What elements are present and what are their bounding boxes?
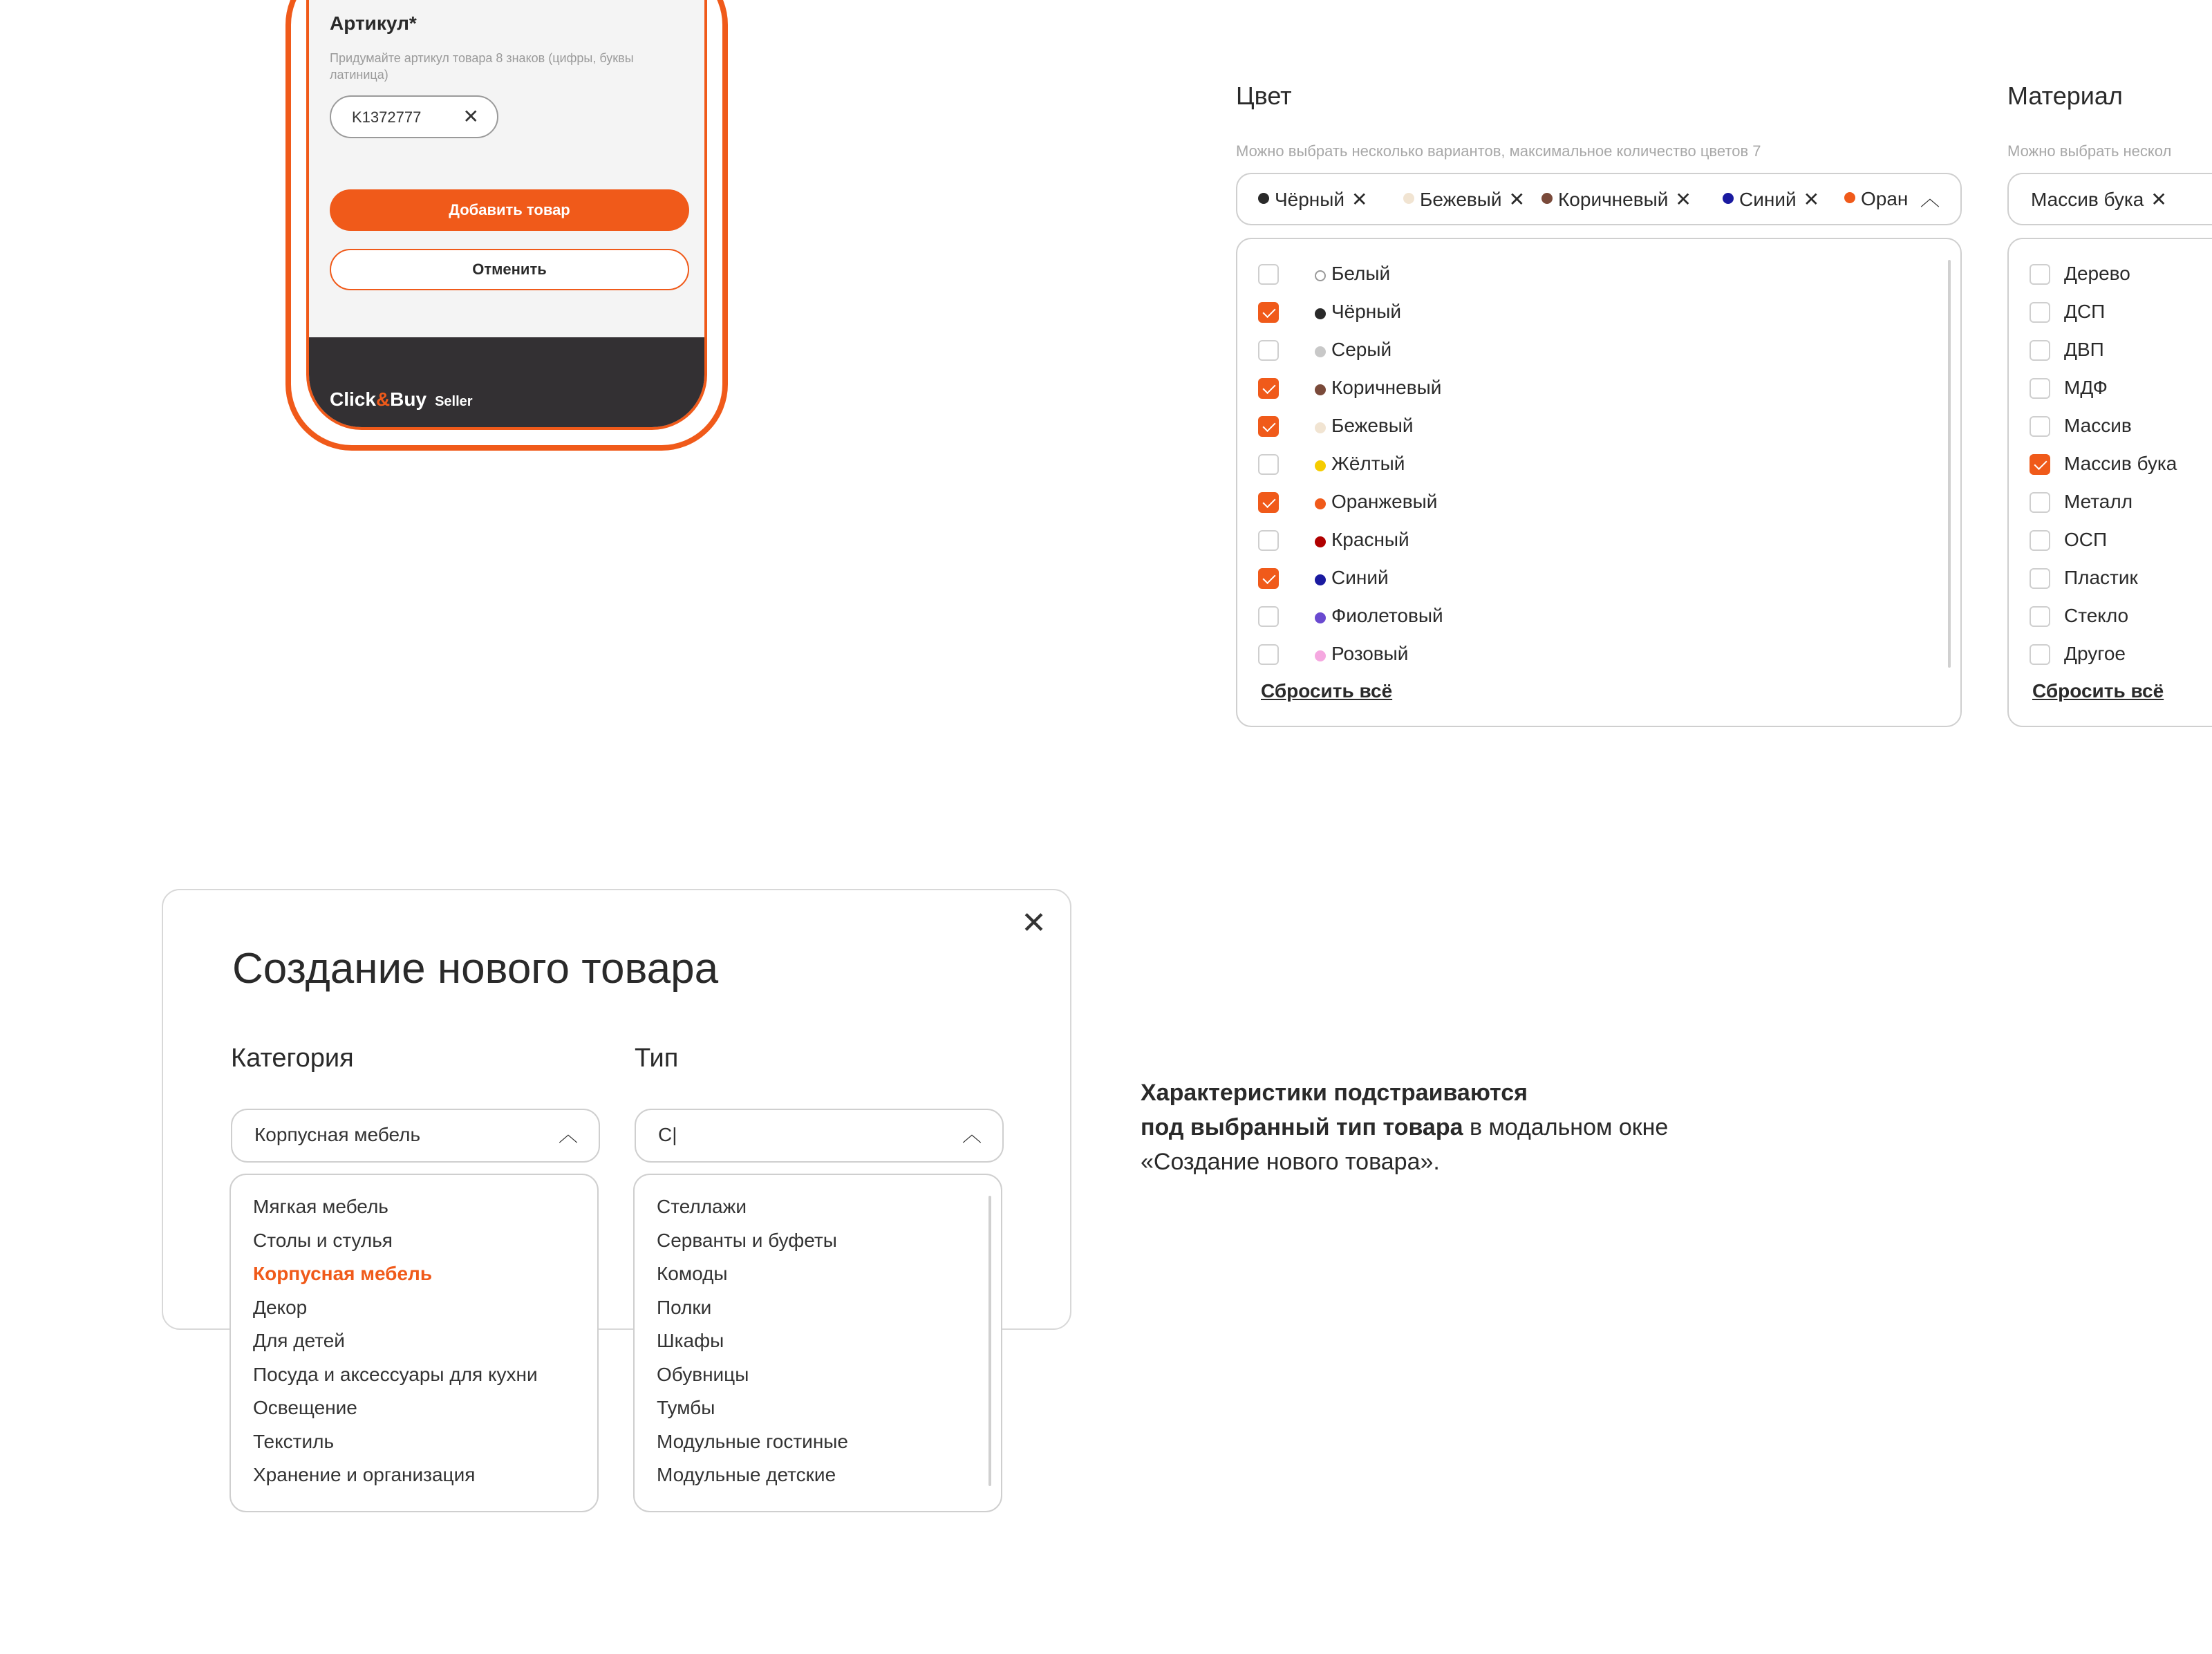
color-option-label: Синий	[1331, 567, 1389, 588]
color-swatch	[1403, 193, 1414, 204]
color-select-field[interactable]	[1236, 173, 1962, 225]
scrollbar[interactable]	[988, 1196, 991, 1486]
checkbox[interactable]	[2030, 454, 2050, 475]
type-option[interactable]: Тумбы	[657, 1397, 715, 1418]
category-dropdown	[229, 1174, 599, 1512]
color-chip-label: Коричневый	[1558, 189, 1669, 210]
modal-title: Создание нового товара	[232, 945, 719, 993]
material-option-label: ДСП	[2064, 301, 2106, 322]
close-icon[interactable]: ✕	[1351, 189, 1368, 210]
color-option-label: Чёрный	[1331, 301, 1402, 322]
material-reset-link[interactable]: Сбросить всё	[2032, 680, 2164, 702]
category-option[interactable]: Столы и стулья	[253, 1229, 393, 1251]
type-option[interactable]: Полки	[657, 1296, 712, 1318]
color-swatch	[1315, 346, 1326, 357]
color-chip-label: Бежевый	[1420, 189, 1502, 210]
material-option[interactable]	[2030, 640, 2212, 668]
material-option[interactable]	[2030, 564, 2212, 592]
category-option[interactable]: Мягкая мебель	[253, 1196, 388, 1217]
material-option[interactable]	[2030, 374, 2212, 402]
color-option[interactable]	[1258, 374, 1535, 402]
color-option[interactable]	[1258, 602, 1535, 630]
color-chip[interactable]	[1258, 188, 1368, 211]
chevron-up-icon[interactable]: ︿	[1920, 188, 1940, 209]
chevron-up-icon: ︿	[962, 1124, 982, 1145]
article-label: Артикул*	[330, 12, 417, 34]
color-chip-label: Синий	[1739, 189, 1797, 210]
close-icon: ✕	[2150, 189, 2167, 210]
close-icon[interactable]: ✕	[1508, 189, 1526, 210]
checkbox[interactable]	[2030, 606, 2050, 627]
color-option[interactable]	[1258, 412, 1535, 440]
color-option-label: Розовый	[1331, 643, 1409, 664]
color-swatch	[1541, 193, 1553, 204]
close-icon[interactable]: ✕	[1021, 906, 1047, 940]
color-chip[interactable]	[1844, 188, 1908, 210]
type-select[interactable]	[635, 1109, 1004, 1163]
material-option[interactable]	[2030, 298, 2212, 326]
brand-logo: Click&Buy Seller	[330, 388, 473, 410]
scrollbar[interactable]	[1948, 260, 1951, 668]
color-swatch	[1315, 308, 1326, 319]
checkbox[interactable]	[1258, 644, 1279, 665]
color-swatch	[1315, 460, 1326, 471]
type-option[interactable]: Модульные гостиные	[657, 1430, 848, 1452]
phone-screen	[306, 0, 707, 430]
category-select-value: Корпусная мебель	[254, 1124, 421, 1145]
checkbox[interactable]	[1258, 606, 1279, 627]
color-chip-label: Оран	[1861, 188, 1909, 209]
material-option-label: МДФ	[2064, 377, 2108, 398]
close-icon[interactable]: ✕	[1675, 189, 1691, 210]
add-product-button[interactable]: Добавить товар	[330, 189, 689, 231]
color-options-list	[1236, 238, 1962, 727]
material-option-label: ДВП	[2064, 339, 2104, 360]
material-option-label: Пластик	[2064, 567, 2138, 588]
checkbox[interactable]	[2030, 340, 2050, 361]
color-swatch	[1723, 193, 1734, 204]
color-chip[interactable]	[1541, 188, 1691, 211]
checkbox[interactable]	[1258, 454, 1279, 475]
color-option-label: Жёлтый	[1331, 453, 1405, 474]
type-option[interactable]: Комоды	[657, 1263, 728, 1284]
material-option-label: Металл	[2064, 491, 2133, 512]
color-filter-hint: Можно выбрать несколько вариантов, максимальное количество цветов 7	[1236, 142, 1761, 160]
checkbox[interactable]	[2030, 416, 2050, 437]
checkbox[interactable]	[1258, 378, 1279, 399]
checkbox[interactable]	[2030, 492, 2050, 513]
category-label: Категория	[231, 1044, 354, 1073]
article-hint: Придумайте артикул товара 8 знаков (цифры, буквы латиница)	[330, 51, 634, 82]
category-select[interactable]	[231, 1109, 600, 1163]
color-option[interactable]	[1258, 526, 1535, 554]
color-swatch	[1315, 650, 1326, 661]
color-filter-title: Цвет	[1236, 82, 1292, 110]
type-option[interactable]: Серванты и буфеты	[657, 1229, 837, 1251]
color-option[interactable]	[1258, 260, 1535, 288]
material-option[interactable]	[2030, 260, 2212, 288]
color-option-label: Белый	[1331, 263, 1391, 284]
material-option-label: ОСП	[2064, 529, 2108, 550]
type-select-value: С|	[658, 1124, 677, 1145]
cancel-button[interactable]: Отменить	[330, 249, 689, 290]
checkbox[interactable]	[2030, 378, 2050, 399]
color-swatch	[1315, 498, 1326, 509]
material-chip[interactable]: Массив бука ✕	[2031, 189, 2167, 210]
checkbox[interactable]	[2030, 644, 2050, 665]
material-filter-title: Материал	[2007, 82, 2123, 110]
checkbox[interactable]	[1258, 302, 1279, 323]
material-filter-hint: Можно выбрать нескол	[2007, 142, 2172, 160]
checkbox[interactable]	[2030, 302, 2050, 323]
material-option[interactable]	[2030, 526, 2212, 554]
color-chip[interactable]	[1723, 188, 1819, 211]
material-option-label: Стекло	[2064, 605, 2129, 626]
checkbox[interactable]	[1258, 568, 1279, 589]
color-chip[interactable]	[1403, 188, 1525, 211]
color-swatch	[1315, 384, 1326, 395]
color-chip-label: Чёрный	[1275, 189, 1345, 210]
checkbox[interactable]	[1258, 340, 1279, 361]
color-swatch	[1315, 422, 1326, 433]
color-option[interactable]	[1258, 488, 1535, 516]
type-option[interactable]: Стеллажи	[657, 1196, 747, 1217]
checkbox[interactable]	[1258, 492, 1279, 513]
material-option-label: Другое	[2064, 643, 2126, 664]
type-label: Тип	[635, 1044, 679, 1073]
category-option[interactable]: Корпусная мебель	[253, 1263, 433, 1284]
checkbox[interactable]	[2030, 264, 2050, 285]
phone-mockup	[285, 0, 728, 451]
material-options-list	[2007, 238, 2212, 727]
category-option[interactable]: Для детей	[253, 1330, 345, 1351]
chevron-up-icon: ︿	[558, 1124, 578, 1145]
close-icon[interactable]: ✕	[462, 106, 479, 127]
color-swatch	[1315, 612, 1326, 623]
color-option[interactable]	[1258, 640, 1535, 668]
close-icon[interactable]: ✕	[1803, 189, 1820, 210]
checkbox[interactable]	[2030, 568, 2050, 589]
type-option[interactable]: Шкафы	[657, 1330, 724, 1351]
material-option[interactable]	[2030, 412, 2212, 440]
category-option[interactable]: Хранение и организация	[253, 1464, 476, 1485]
type-dropdown	[633, 1174, 1002, 1512]
color-swatch	[1844, 192, 1855, 203]
checkbox[interactable]	[1258, 416, 1279, 437]
color-option-label: Оранжевый	[1331, 491, 1438, 512]
checkbox[interactable]	[2030, 530, 2050, 551]
color-option-label: Бежевый	[1331, 415, 1414, 436]
color-option[interactable]	[1258, 564, 1535, 592]
color-option[interactable]	[1258, 336, 1535, 364]
checkbox[interactable]	[1258, 264, 1279, 285]
color-option-label: Красный	[1331, 529, 1409, 550]
category-option[interactable]: Текстиль	[253, 1430, 335, 1452]
color-option-label: Коричневый	[1331, 377, 1442, 398]
category-option[interactable]: Посуда и аксессуары для кухни	[253, 1363, 538, 1385]
material-option-label: Массив бука	[2064, 453, 2177, 474]
color-option[interactable]	[1258, 298, 1535, 326]
color-reset-link[interactable]: Сбросить всё	[1261, 680, 1393, 702]
material-option[interactable]	[2030, 450, 2212, 478]
feature-caption: Характеристики подстраиваются под выбранный тип товара в модальном окне «Создание нового товара».	[1141, 1080, 1669, 1175]
material-select-field[interactable]	[2007, 173, 2212, 225]
checkbox[interactable]	[1258, 530, 1279, 551]
article-input[interactable]	[330, 95, 498, 138]
color-swatch	[1315, 574, 1326, 585]
material-option[interactable]	[2030, 602, 2212, 630]
type-option[interactable]: Модульные детские	[657, 1464, 836, 1485]
category-option[interactable]: Освещение	[253, 1397, 357, 1418]
color-swatch	[1258, 193, 1269, 204]
color-option[interactable]	[1258, 450, 1535, 478]
article-value: K1372777	[352, 109, 422, 126]
material-option[interactable]	[2030, 336, 2212, 364]
category-option[interactable]: Декор	[253, 1296, 308, 1318]
phone-footer	[309, 337, 704, 427]
color-option-label: Фиолетовый	[1331, 605, 1443, 626]
type-option[interactable]: Обувницы	[657, 1363, 749, 1385]
color-swatch	[1315, 270, 1326, 281]
material-option-label: Массив	[2064, 415, 2132, 436]
material-option[interactable]	[2030, 488, 2212, 516]
color-option-label: Серый	[1331, 339, 1392, 360]
color-swatch	[1315, 536, 1326, 547]
material-option-label: Дерево	[2064, 263, 2130, 284]
